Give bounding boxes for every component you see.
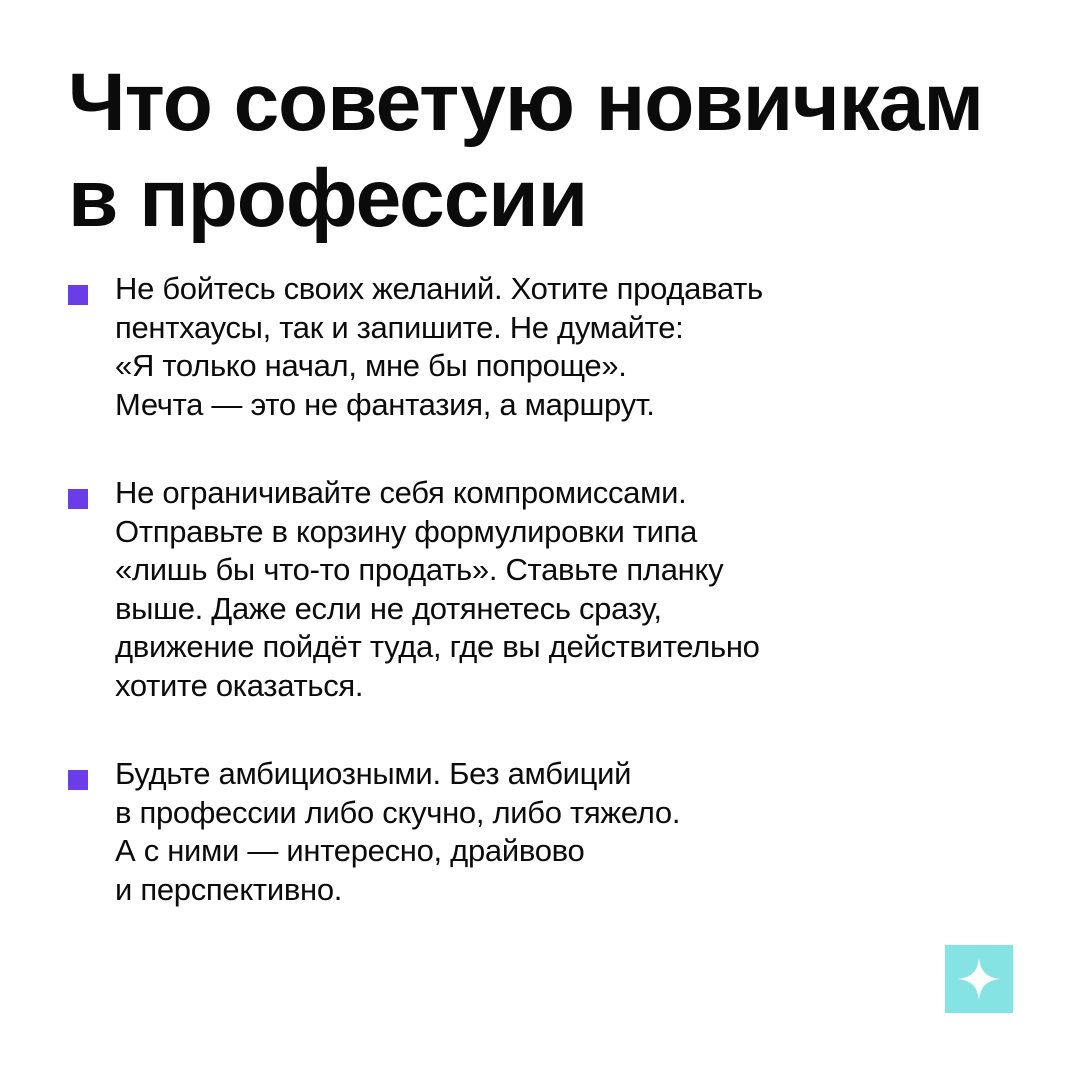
list-item-text [115,270,763,424]
page-title [68,55,1028,247]
title-line-1: Что советую новичкам [68,57,984,148]
square-bullet-icon [68,489,88,509]
text-line: «Я только начал, мне бы попроще». [115,348,627,383]
text-line: Будьте амбициозными. Без амбиций [115,756,632,791]
list-item-text [115,474,760,705]
text-line: Не ограничивайте себя компромиссами. [115,475,687,510]
sparkle-star-logo-icon [945,945,1013,1013]
text-line: Не бойтесь своих желаний. Хотите продавать [115,271,763,306]
text-line: А с ними — интересно, драйвово [115,833,585,868]
list-item-text [115,755,680,909]
text-line: в профессии либо скучно, либо тяжело. [115,794,681,830]
text-line: «лишь бы что-то продать». Ставьте планку [115,552,724,587]
text-line: движение пойдёт туда, где вы действительно [115,629,760,664]
text-line: и перспективно. [115,871,343,907]
text-line: пентхаусы, так и запишите. Не думайте: [115,309,684,345]
text-line: хотите оказаться. [115,667,364,703]
text-line: выше. Даже если не дотянетесь сразу, [115,590,662,626]
text-line: Мечта — это не фантазия, а маршрут. [115,386,655,422]
square-bullet-icon [68,770,88,790]
text-line: Отправьте в корзину формулировки типа [115,513,698,549]
title-line-2: в профессии [68,153,588,244]
square-bullet-icon [68,285,88,305]
sparkle-star-icon [945,945,1013,1013]
